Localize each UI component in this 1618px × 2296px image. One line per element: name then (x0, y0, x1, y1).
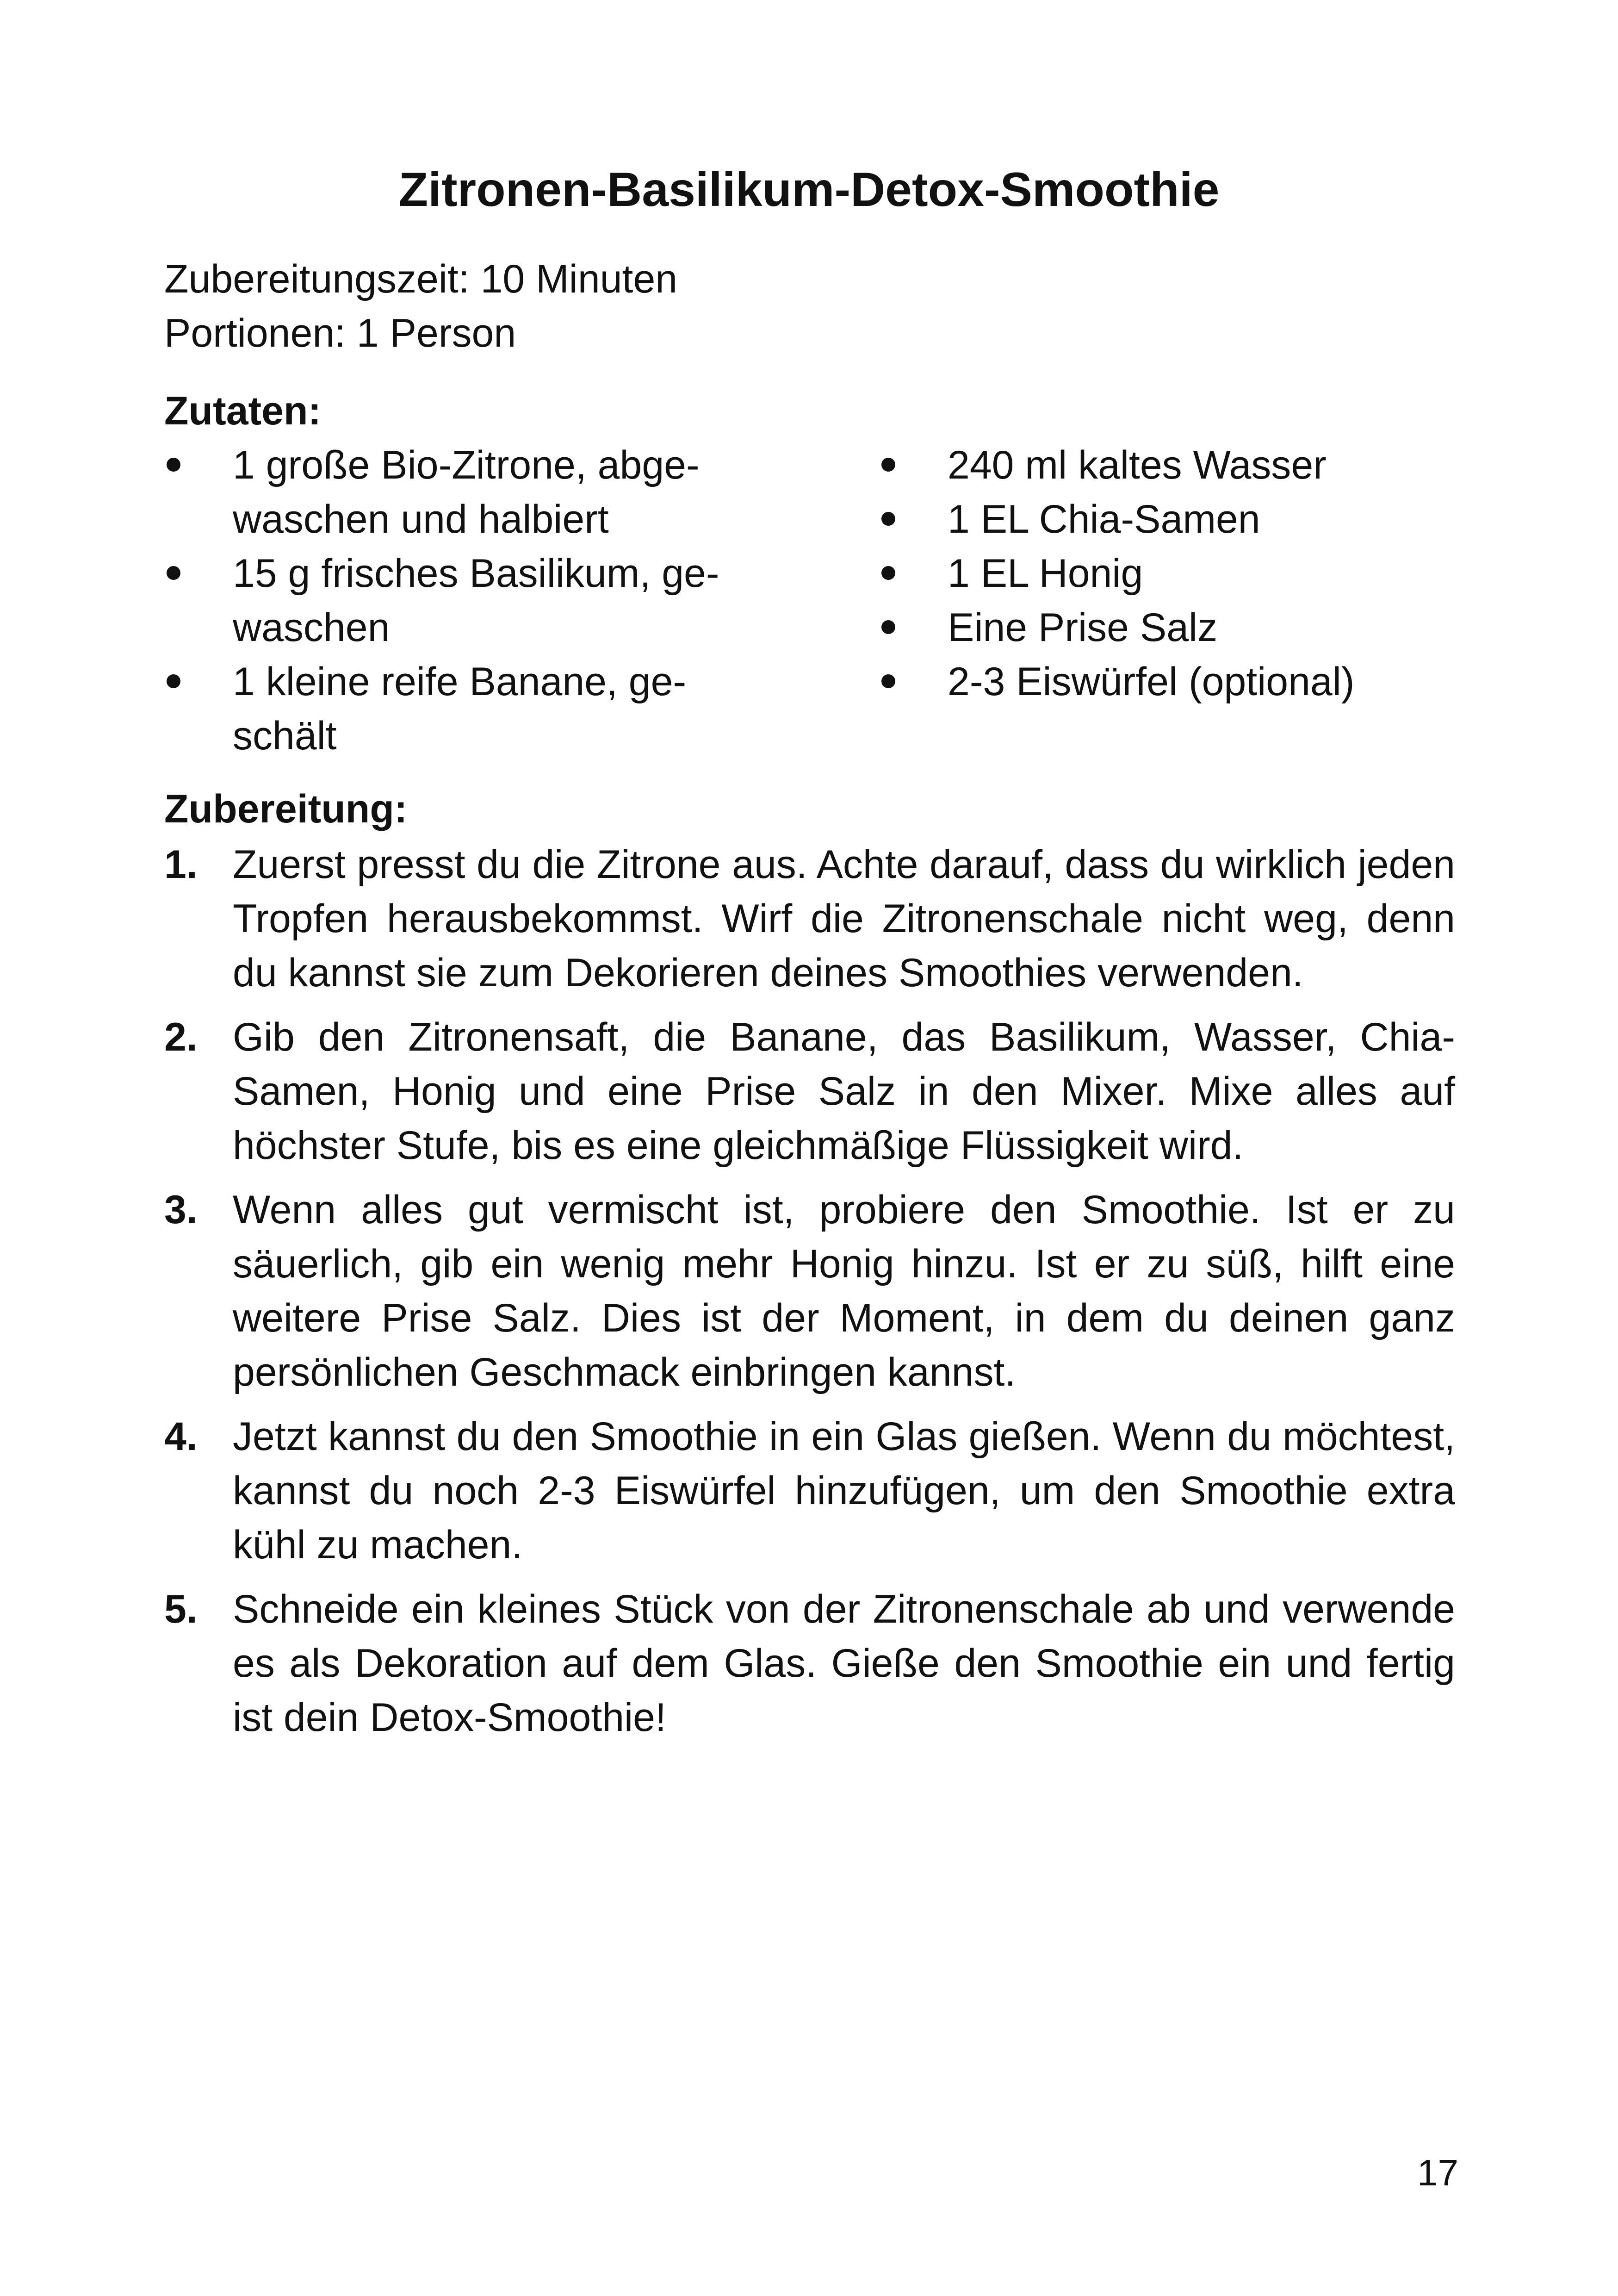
preparation-steps (164, 838, 1455, 1755)
ingredient-text: Eine Prise Salz (948, 605, 1218, 650)
bullet-icon (879, 438, 898, 492)
ingredient-text: 15 g frisches Basilikum, ge- waschen (233, 551, 719, 650)
recipe-title: Zitronen-Basilikum-Detox-Smoothie (398, 163, 1220, 217)
bullet-icon (879, 547, 898, 601)
page-number: 17 (1417, 2152, 1458, 2193)
ingredient-item (879, 438, 1481, 492)
ingredient-text: 1 EL Honig (948, 551, 1143, 596)
step-number: 5. (164, 1587, 198, 1631)
step-number: 1. (164, 842, 198, 887)
ingredient-text: 2-3 Eiswürfel (optional) (948, 660, 1355, 704)
ingredients-list-right (879, 438, 1481, 709)
ingredient-item (164, 547, 738, 655)
step-text: Wenn alles gut vermischt ist, probiere den Smoothie. Ist er zu säuerlich, gib ein wenig mehr Honig hinzu. Ist er zu süß, hilft eine weitere Prise Salz. Dies ist der Moment, in dem du deinen ganz persönlichen Geschmack einbringen kannst. (233, 1188, 1455, 1394)
preparation-heading: Zubereitung: (164, 787, 408, 831)
ingredient-text: 1 kleine reife Banane, ge- schält (233, 660, 687, 758)
bullet-icon (164, 438, 183, 492)
servings: Portionen: 1 Person (164, 311, 516, 355)
ingredient-item (879, 492, 1481, 547)
step-item (164, 1183, 1455, 1400)
step-item (164, 1010, 1455, 1173)
bullet-icon (879, 601, 898, 655)
ingredient-text: 1 EL Chia-Samen (948, 497, 1260, 541)
step-text: Schneide ein kleines Stück von der Zitronenschale ab und verwende es als Dekoration auf dem Glas. Gieße den Smoothie ein und fertig ist dein Detox-Smoothie! (233, 1587, 1455, 1740)
step-number: 3. (164, 1188, 198, 1232)
step-text: Zuerst presst du die Zitrone aus. Achte darauf, dass du wirklich jeden Tropfen herausbekommst. Wirf die Zitronenschale nicht weg, denn du kannst sie zum Dekorieren deines Smoothies verwenden. (233, 842, 1455, 995)
step-text: Gib den Zitronensaft, die Banane, das Basilikum, Wasser, Chia-Samen, Honig und eine Prise Salz in den Mixer. Mixe alles auf höchster Stufe, bis es eine gleichmäßige Flüssigkeit wird. (233, 1015, 1455, 1168)
bullet-icon (879, 492, 898, 547)
ingredient-item (879, 655, 1481, 709)
step-item (164, 838, 1455, 1000)
ingredient-item (879, 601, 1481, 655)
bullet-icon (164, 547, 183, 601)
recipe-meta (164, 252, 677, 361)
bullet-icon (879, 655, 898, 709)
step-item (164, 1582, 1455, 1745)
ingredient-item (164, 655, 738, 763)
ingredient-item (164, 438, 738, 547)
step-number: 4. (164, 1414, 198, 1459)
ingredients-list-left (164, 438, 738, 763)
ingredient-text: 1 große Bio-Zitrone, abge- waschen und halbiert (233, 443, 700, 541)
step-text: Jetzt kannst du den Smoothie in ein Glas gießen. Wenn du möchtest, kannst du noch 2-3 Eiswürfel hinzufügen, um den Smoothie extra kühl zu machen. (233, 1414, 1455, 1567)
ingredients-heading: Zutaten: (164, 389, 322, 433)
ingredient-text: 240 ml kaltes Wasser (948, 443, 1327, 487)
ingredient-item (879, 547, 1481, 601)
prep-time: Zubereitungszeit: 10 Minuten (164, 257, 678, 301)
step-item (164, 1410, 1455, 1572)
bullet-icon (164, 655, 183, 709)
step-number: 2. (164, 1015, 198, 1059)
